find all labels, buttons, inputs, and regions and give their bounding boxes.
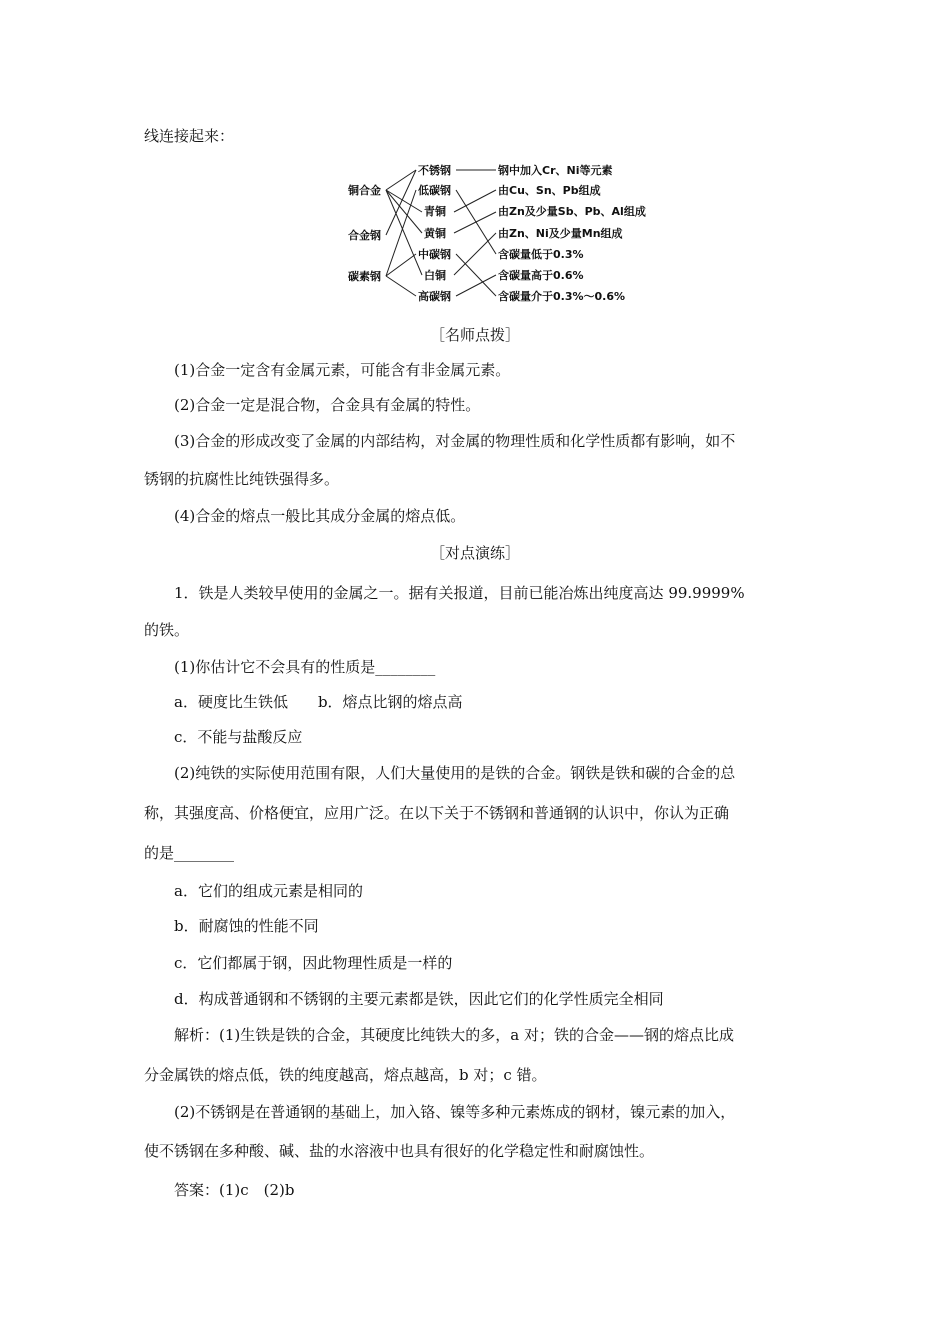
right-label-7: 含碳量介于0.3%～0.6%: [498, 290, 626, 303]
tip-3-cont: 锈钢的抗腐性比纯铁强得多。: [144, 470, 340, 488]
tip-1: (1)合金一定含有金属元素，可能含有非金属元素。: [174, 361, 511, 379]
question-1-sub-1-option-c: c．不能与盐酸反应: [174, 728, 303, 746]
right-label-6: 含碳量高于0.6%: [498, 269, 584, 282]
tip-3: (3)合金的形成改变了金属的内部结构，对金属的物理性质和化学性质都有影响，如不: [174, 432, 736, 450]
middle-label-1: 不锈钢: [418, 164, 451, 177]
question-1-sub-2-line-2: 称，其强度高、价格便宜，应用广泛。在以下关于不锈钢和普通钢的认识中，你认为正确: [144, 804, 730, 822]
middle-label-3: 青铜: [424, 205, 446, 218]
question-1-line-1: 1．铁是人类较早使用的金属之一。据有关报道，目前已能冶炼出纯度高达 99.9999%: [174, 584, 745, 602]
tip-heading: ［名师点拨］: [429, 326, 520, 344]
middle-label-5: 中碳钢: [418, 248, 451, 261]
left-label-2: 合金钢: [348, 229, 381, 242]
left-connectors: [386, 170, 422, 296]
matching-diagram: [330, 152, 670, 310]
middle-label-2: 低碳钢: [418, 184, 451, 197]
right-label-1: 钢中加入Cr、Ni等元素: [498, 164, 613, 177]
question-1-sub-1: (1)你估计它不会具有的性质是________: [174, 658, 436, 676]
left-label-1: 铜合金: [348, 184, 381, 197]
right-label-3: 由Zn及少量Sb、Pb、Al组成: [498, 205, 646, 218]
right-label-4: 由Zn、Ni及少量Mn组成: [498, 227, 623, 240]
analysis-line-2: 分金属铁的熔点低，铁的纯度越高，熔点越高，b 对；c 错。: [144, 1066, 547, 1084]
question-1-sub-2-line-1: (2)纯铁的实际使用范围有限，人们大量使用的是铁的合金。钢铁是铁和碳的合金的总: [174, 764, 736, 782]
analysis-line-1: 解析：(1)生铁是铁的合金，其硬度比纯铁大的多，a 对；铁的合金——钢的熔点比成: [174, 1026, 734, 1044]
left-label-3: 碳素钢: [348, 270, 381, 283]
answer-text: 答案：(1)c (2)b: [174, 1181, 295, 1199]
analysis-line-3: (2)不锈钢是在普通钢的基础上，加入铬、镍等多种元素炼成的钢材，镍元素的加入，: [174, 1103, 736, 1121]
middle-label-6: 白铜: [424, 269, 446, 282]
middle-label-7: 高碳钢: [418, 290, 451, 303]
practice-heading: ［对点演练］: [429, 544, 520, 562]
analysis-line-4: 使不锈钢在多种酸、碱、盐的水溶液中也具有很好的化学稳定性和耐腐蚀性。: [144, 1142, 655, 1160]
tip-2: (2)合金一定是混合物，合金具有金属的特性。: [174, 396, 481, 414]
right-label-2: 由Cu、Sn、Pb组成: [498, 184, 601, 197]
question-1-sub-1-options-ab: a．硬度比生铁低 b．熔点比钢的熔点高: [174, 693, 463, 711]
right-label-5: 含碳量低于0.3%: [498, 248, 584, 261]
question-1-sub-2-option-d: d．构成普通钢和不锈钢的主要元素都是铁，因此它们的化学性质完全相同: [174, 990, 664, 1008]
middle-label-4: 黄铜: [424, 227, 446, 240]
right-connectors: [454, 170, 496, 296]
intro-text: 线连接起来：: [144, 127, 235, 145]
question-1-sub-2-option-a: a．它们的组成元素是相同的: [174, 882, 363, 900]
question-1-line-2: 的铁。: [144, 621, 190, 639]
tip-4: (4)合金的熔点一般比其成分金属的熔点低。: [174, 507, 466, 525]
question-1-sub-2-option-c: c．它们都属于钢，因此物理性质是一样的: [174, 954, 453, 972]
question-1-sub-2-line-3: 的是________: [144, 844, 235, 862]
question-1-sub-2-option-b: b．耐腐蚀的性能不同: [174, 917, 319, 935]
